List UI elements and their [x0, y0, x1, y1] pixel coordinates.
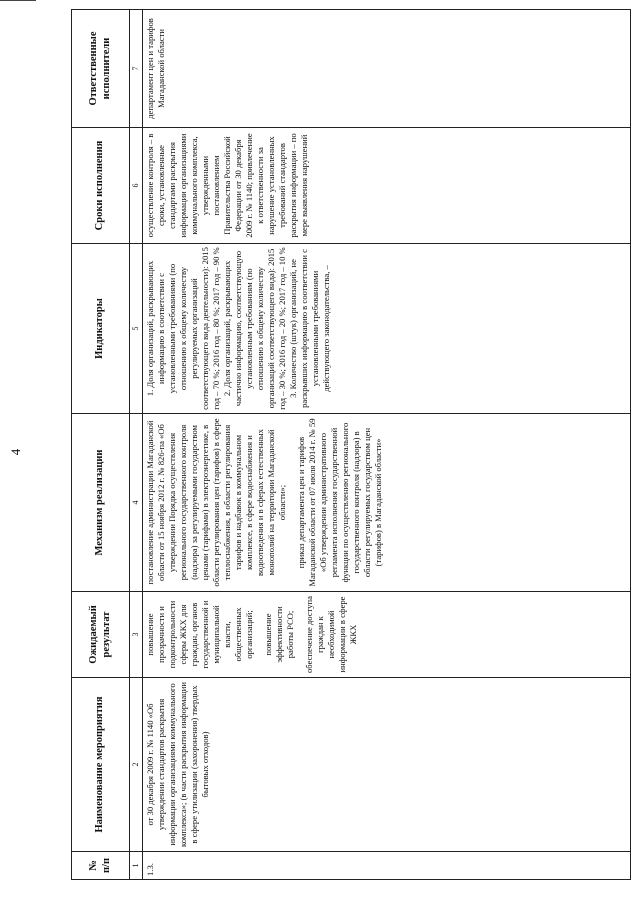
table-row — [143, 10, 631, 880]
mechanism-item: приказ департамента цен и тарифов Магаданской области от 07 июля 2014 г. № 59 «Об утверждении административного регламента исполнения государственной функции по осуществлению регионального государственного контроля (надзора) в области регулируемых государством цен (тарифов) в Магаданской области» — [296, 418, 383, 587]
header-row — [72, 10, 130, 880]
result-item: повышение эффективности работы РСО; — [263, 606, 295, 663]
header-deadline: Сроки исполнения — [72, 128, 130, 244]
header-result: Ожидаемый результат — [72, 592, 130, 678]
result-item: обеспечение доступа граждан к необходимой информации в сфере ЖКХ — [304, 596, 358, 673]
header-name: Наименование мероприятия — [72, 678, 130, 852]
page-number: 4 — [8, 448, 23, 456]
measure-name: от 30 декабря 2009 г. № 1140 «Об утверждении стандартов раскрытия информации организациями коммунального комплекса»; (в части раскрытия информации в сфере утилизации (захоронения) твердых бытовых отходов) — [143, 678, 631, 852]
measures-table — [71, 9, 631, 880]
column-number: 6 — [130, 128, 143, 244]
expected-result — [143, 592, 631, 678]
executors: департамент цен и тарифов Магаданской области — [143, 10, 631, 128]
indicators — [143, 244, 631, 414]
implementation-mechanism — [143, 414, 631, 592]
header-executors: Ответственные исполнители — [72, 10, 130, 128]
header-mechanism: Механизм реализации — [72, 414, 130, 592]
column-number: 1 — [130, 852, 143, 880]
deadline: осуществление контроля – в сроки, установленные стандартами раскрытия информации организациями коммунального комплекса, утвержденными постановлением Правительства Российской Федерации от 30 декабря 2009 г. № 1140; привлечение к ответственности за нарушение установленных требований стандартов раскрытия информации – по мере выявления нарушений — [143, 128, 631, 244]
header-indicators: Индикаторы — [72, 244, 130, 414]
mechanism-item: постановление администрации Магаданской области от 15 ноября 2012 г. № 826-па «Об утверждении Порядка осуществления регионального государственного контроля (надзора) за регулируемыми государством ценами (тарифами) в электроэнергетике, в области регулирования цен (тарифов) в сфере теплоснабжения, в области регулирования тарифов и надбавок в коммунальном комплексе, в сфере водоснабжения и водоотведения и в сферах естественных монополий на территории Магаданской области»; — [145, 418, 287, 587]
column-number: 4 — [130, 414, 143, 592]
column-number: 3 — [130, 592, 143, 678]
indicators-text: 1. Доля организаций, раскрывающих информацию в соответствии с установленными требованиями (по отношению к общему количеству регулируемых организаций соответствующего вида деятельности): 2015 год – 70 %; 2016 год – 80 %; 2017 год – 90 % 2. Доля организаций, раскрывающих частично информацию, соответствующую установленным требованиям (по отношению к общему количеству организаций соответствующего вида): 2015 год – 30 %; 2016 год – 20 %; 2017 год – 10 % 3. Количество (штук) организаций, не раскрывших информацию в соответствии с установленными требованиями действующего законодательства, – — [145, 247, 331, 410]
column-number: 7 — [130, 10, 143, 128]
result-item: повышение прозрачности и подконтрольности сферы ЖКХ для граждан, органов государственной и муниципальной власти, общественных организаций; — [145, 600, 254, 669]
row-number: 1.3. — [143, 852, 631, 880]
column-number-row — [130, 10, 143, 880]
header-num: № п/п — [72, 852, 130, 880]
column-number: 2 — [130, 678, 143, 852]
column-number: 5 — [130, 244, 143, 414]
rotated-table-container — [71, 10, 631, 880]
corner-mark — [0, 0, 36, 1]
